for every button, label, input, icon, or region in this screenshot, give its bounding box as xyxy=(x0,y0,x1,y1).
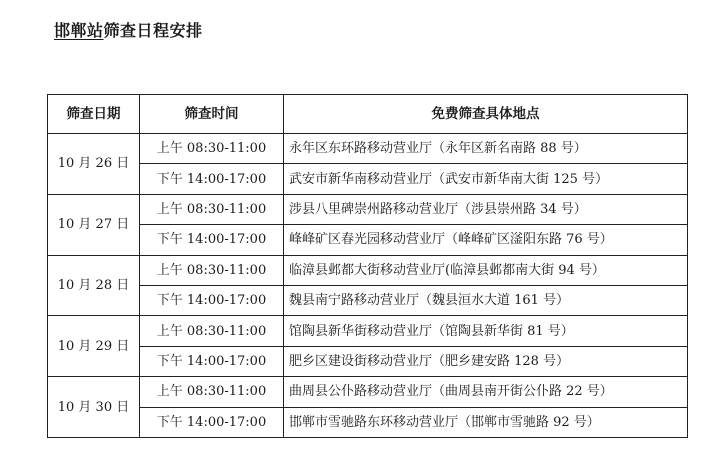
time-cell: 下午 14:00-17:00 xyxy=(140,407,284,437)
table-row xyxy=(48,377,688,407)
table-row xyxy=(48,194,688,224)
table-row xyxy=(48,407,688,437)
header-time: 筛查时间 xyxy=(140,95,284,134)
time-cell: 上午 08:30-11:00 xyxy=(140,194,284,224)
table-row xyxy=(48,285,688,315)
date-cell: 10 月 26 日 xyxy=(48,134,140,195)
schedule-table xyxy=(47,94,688,438)
location-cell: 武安市新华南移动营业厅（武安市新华南大街 125 号） xyxy=(284,164,688,194)
time-cell: 下午 14:00-17:00 xyxy=(140,285,284,315)
location-cell: 永年区东环路移动营业厅（永年区新名南路 88 号） xyxy=(284,134,688,164)
time-cell: 下午 14:00-17:00 xyxy=(140,346,284,376)
date-cell: 10 月 27 日 xyxy=(48,194,140,255)
date-cell: 10 月 30 日 xyxy=(48,377,140,438)
table-row xyxy=(48,134,688,164)
date-cell: 10 月 28 日 xyxy=(48,255,140,316)
title-schedule: 筛查日程安排 xyxy=(103,21,203,40)
table-row xyxy=(48,225,688,255)
location-cell: 临漳县邺都大街移动营业厅(临漳县邺都南大街 94 号） xyxy=(284,255,688,285)
time-cell: 上午 08:30-11:00 xyxy=(140,134,284,164)
date-cell: 10 月 29 日 xyxy=(48,316,140,377)
location-cell: 曲周县公仆路移动营业厅（曲周县南开街公仆路 22 号） xyxy=(284,377,688,407)
table-row xyxy=(48,316,688,346)
location-cell: 馆陶县新华街移动营业厅（馆陶县新华街 81 号） xyxy=(284,316,688,346)
table-row xyxy=(48,255,688,285)
time-cell: 上午 08:30-11:00 xyxy=(140,316,284,346)
location-cell: 峰峰矿区春光园移动营业厅（峰峰矿区滏阳东路 76 号） xyxy=(284,225,688,255)
table-row xyxy=(48,346,688,376)
table-row xyxy=(48,164,688,194)
location-cell: 邯郸市雪驰路东环移动营业厅（邯郸市雪驰路 92 号） xyxy=(284,407,688,437)
location-cell: 涉县八里碑崇州路移动营业厅（涉县崇州路 34 号） xyxy=(284,194,688,224)
time-cell: 上午 08:30-11:00 xyxy=(140,377,284,407)
header-date: 筛查日期 xyxy=(48,95,140,134)
time-cell: 下午 14:00-17:00 xyxy=(140,225,284,255)
time-cell: 上午 08:30-11:00 xyxy=(140,255,284,285)
header-location: 免费筛查具体地点 xyxy=(284,95,688,134)
page-title xyxy=(54,18,203,41)
table-header-row xyxy=(48,95,688,134)
location-cell: 肥乡区建设街移动营业厅（肥乡建安路 128 号） xyxy=(284,346,688,376)
location-cell: 魏县南宁路移动营业厅（魏县洹水大道 161 号） xyxy=(284,285,688,315)
title-station: 邯郸站 xyxy=(54,21,104,40)
time-cell: 下午 14:00-17:00 xyxy=(140,164,284,194)
